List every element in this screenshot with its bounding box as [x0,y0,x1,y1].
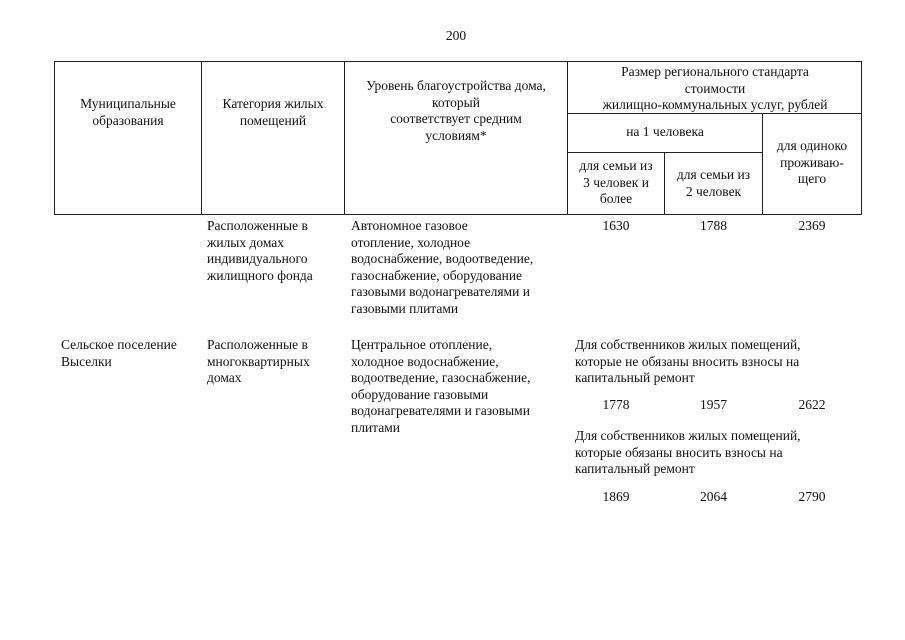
row-level: Центральное отопление, холодное водоснабжение, водоотведение, газоснабжение, оборудование газовыми водонагревателями и газовыми плитами [351,337,531,435]
header-family-3: для семьи из 3 человек и более [579,158,653,207]
value-family-3: 1778 [602,397,630,412]
value-single: 2622 [798,397,826,412]
row-municipality: Сельское поселение Выселки [61,337,177,369]
header-single: для одиноко проживаю- щего [776,138,848,187]
group-note: Для собственников жилых помещений, которые не обязаны вносить взносы на капитальный ремонт [575,337,801,386]
row-category: Расположенные в многоквартирных домах [207,337,310,386]
header-level: Уровень благоустройства дома, который соответствует средним условиям* [366,78,546,143]
header-municipality: Муниципальные образования [80,96,176,128]
value-single: 2369 [798,218,826,233]
value-family-2: 2064 [700,489,727,504]
header-standard-size: Размер регионального стандарта стоимости жилищно-коммунальных услуг, рублей [602,64,828,113]
group-note: Для собственников жилых помещений, которые обязаны вносить взносы на капитальный ремонт [575,428,801,477]
row-category: Расположенные в жилых домах индивидуального жилищного фонда [207,218,313,283]
value-family-2: 1957 [700,397,727,412]
value-family-3: 1630 [602,218,630,233]
header-category: Категория жилых помещений [222,96,324,128]
header-per-person: на 1 человека [626,124,704,139]
header-family-2: для семьи из 2 человек [676,167,751,199]
value-family-3: 1869 [602,489,630,504]
value-family-2: 1788 [700,218,727,233]
page-number: 200 [445,28,467,43]
row-level: Автономное газовое отопление, холодное водоснабжение, водоотведение, газоснабжение, оборудование газовыми водонагревателями и газовыми плитами [351,218,534,316]
value-single: 2790 [798,489,826,504]
